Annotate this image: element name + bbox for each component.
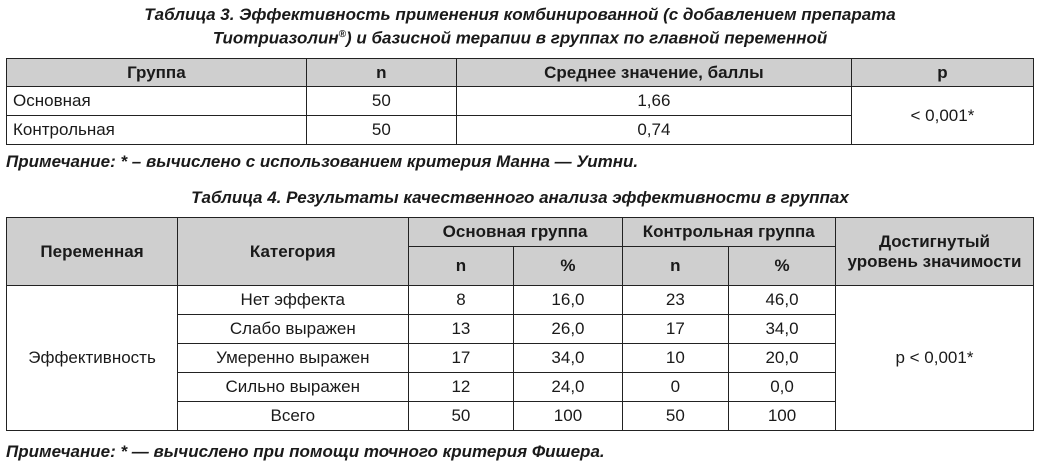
row-mean: 0,74 xyxy=(456,116,851,145)
row-main-pct: 100 xyxy=(514,402,622,431)
registered-mark: ® xyxy=(338,29,346,40)
row-ctrl-n: 23 xyxy=(622,286,728,315)
header-main-pct: % xyxy=(514,247,622,286)
table-row xyxy=(7,286,1034,315)
header-group: Группа xyxy=(7,59,307,87)
header-n: n xyxy=(306,59,456,87)
table3-caption-line2 xyxy=(0,25,1040,49)
table3-caption-drug: Тиотриазолин xyxy=(212,28,339,48)
row-mean: 1,66 xyxy=(456,87,851,116)
header-ctrl-n: n xyxy=(622,247,728,286)
row-main-n: 8 xyxy=(408,286,514,315)
header-variable: Переменная xyxy=(7,218,178,286)
row-ctrl-pct: 20,0 xyxy=(729,344,836,373)
row-ctrl-n: 0 xyxy=(622,373,728,402)
p-value: < 0,001* xyxy=(851,87,1033,145)
table-row xyxy=(7,87,1034,116)
table4-note: Примечание: * — вычислено при помощи точного критерия Фишера. xyxy=(6,442,605,461)
header-significance: Достигнутый уровень значимости xyxy=(835,218,1033,286)
row-main-pct: 16,0 xyxy=(514,286,622,315)
variable-cell: Эффективность xyxy=(7,286,178,431)
header-control-group: Контрольная группа xyxy=(622,218,835,247)
header-p: p xyxy=(851,59,1033,87)
row-ctrl-n: 10 xyxy=(622,344,728,373)
row-group: Основная xyxy=(7,87,307,116)
header-main-group: Основная группа xyxy=(408,218,622,247)
row-main-pct: 24,0 xyxy=(514,373,622,402)
row-ctrl-n: 50 xyxy=(622,402,728,431)
table3-caption xyxy=(0,5,1040,49)
row-n: 50 xyxy=(306,116,456,145)
header-main-n: n xyxy=(408,247,514,286)
row-group: Контрольная xyxy=(7,116,307,145)
row-main-n: 12 xyxy=(408,373,514,402)
row-ctrl-pct: 100 xyxy=(729,402,836,431)
row-ctrl-pct: 46,0 xyxy=(729,286,836,315)
row-category: Слабо выражен xyxy=(178,315,408,344)
row-main-pct: 26,0 xyxy=(514,315,622,344)
table3 xyxy=(6,58,1034,145)
header-category: Категория xyxy=(178,218,408,286)
row-main-pct: 34,0 xyxy=(514,344,622,373)
table3-caption-line1: Таблица 3. Эффективность применения комбинированной (с добавлением препарата xyxy=(144,5,896,24)
row-ctrl-n: 17 xyxy=(622,315,728,344)
header-mean: Среднее значение, баллы xyxy=(456,59,851,87)
row-main-n: 13 xyxy=(408,315,514,344)
row-ctrl-pct: 0,0 xyxy=(729,373,836,402)
table4-caption: Таблица 4. Результаты качественного анализа эффективности в группах xyxy=(191,188,849,207)
row-category: Всего xyxy=(178,402,408,431)
table3-note: Примечание: * – вычислено с использованием критерия Манна — Уитни. xyxy=(6,152,639,171)
table4-header-row-1 xyxy=(7,218,1034,247)
p-value: p < 0,001* xyxy=(835,286,1033,431)
row-ctrl-pct: 34,0 xyxy=(729,315,836,344)
table3-header-row xyxy=(7,59,1034,87)
row-main-n: 17 xyxy=(408,344,514,373)
row-category: Нет эффекта xyxy=(178,286,408,315)
table4 xyxy=(6,217,1034,431)
row-category: Сильно выражен xyxy=(178,373,408,402)
header-ctrl-pct: % xyxy=(729,247,836,286)
row-category: Умеренно выражен xyxy=(178,344,408,373)
table3-caption-rest: ) и базисной терапии в группах по главной переменной xyxy=(345,28,828,48)
row-n: 50 xyxy=(306,87,456,116)
row-main-n: 50 xyxy=(408,402,514,431)
